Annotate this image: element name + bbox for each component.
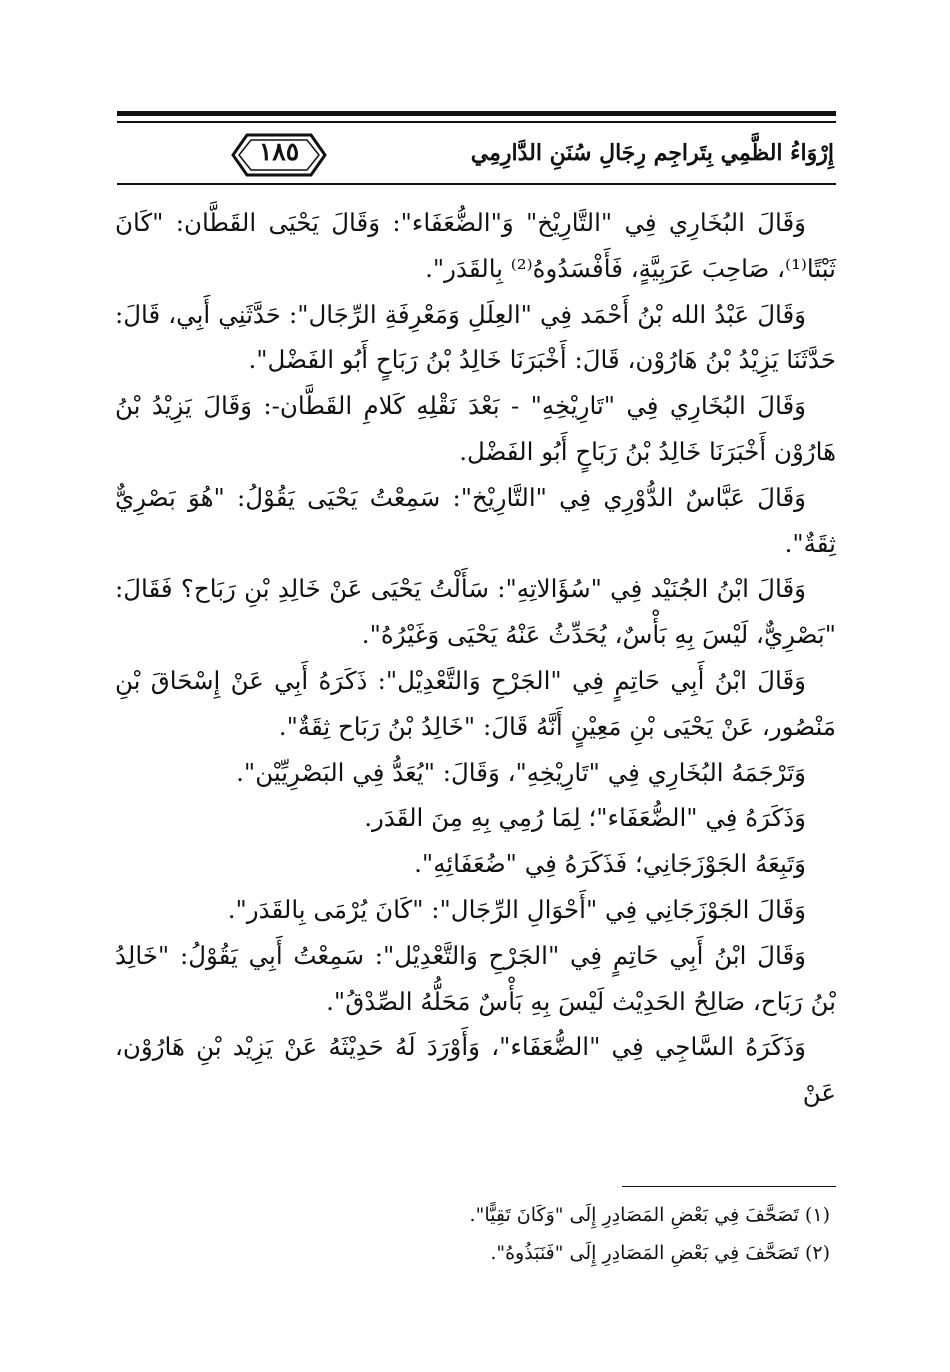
paragraph: وَقَالَ ابْنُ أَبِي حَاتِمٍ فِي "الجَرْحِ وَالتَّعْدِيْل": ذَكَرَهُ أَبِي عَنْ إِسْحَاقَ بْنِ مَنْصُور، عَنْ يَحْيَى بْنِ مَعِيْنٍ أَنَّهُ قَالَ: "خَالِدُ بْنُ رَبَاح ثِقَةٌ". bbox=[115, 665, 836, 741]
paragraph: وَقَالَ عَبْدُ الله بْنُ أَحْمَد فِي "العِلَلِ وَمَعْرِفَةِ الرِّجَال": حَدَّثَنِي أَبِي، قَالَ: حَدَّثَنَا يَزِيْدُ بْنُ هَارُوْن، قَالَ: أَخْبَرَنَا خَالِدُ بْنُ رَبَاحٍ أَبُو الفَضْل". bbox=[115, 299, 836, 375]
paragraph: وَذَكَرَهُ فِي "الضُّعَفَاء"؛ لِمَا رُمِي بِهِ مِنَ القَدَر. bbox=[364, 803, 806, 833]
paragraph: وَقَالَ ابْنُ أَبِي حَاتِمٍ فِي "الجَرْحِ وَالتَّعْدِيْل": سَمِعْتُ أَبِي يَقُوْلُ: "خَالِدُ بْنُ رَبَاح، صَالِحُ الحَدِيْث لَيْسَ بِهِ بَأْسٌ مَحَلُّهُ الصِّدْقُ". bbox=[115, 940, 836, 1016]
paragraph: وَذَكَرَهُ السَّاجِي فِي "الضُّعَفَاء"، وَأَوْرَدَ لَهُ حَدِيْثَهُ عَنْ يَزِيْد بْنِ هَارُوْن، عَنْ bbox=[115, 1032, 836, 1108]
paragraph: وَقَالَ ابْنُ الجُنَيْد فِي "سُؤَالاتِهِ": سَأَلْتُ يَحْيَى عَنْ خَالِدِ بْنِ رَبَاح؟ فَقَالَ: "بَصْرِيٌّ، لَيْسَ بِهِ بَأْسٌ، يُحَدِّثُ عَنْهُ يَحْيَى وَغَيْرُهُ". bbox=[115, 574, 836, 650]
paragraph: وَقَالَ الجَوْزَجَانِي فِي "أَحْوَالِ الرِّجَال": "كَانَ يُرْمَى بِالقَدَر". bbox=[227, 894, 806, 924]
paragraph: وَتَبِعَهُ الجَوْزَجَانِي؛ فَذَكَرَهُ فِي "ضُعَفَائِهِ". bbox=[414, 849, 806, 879]
header-rule-thin bbox=[117, 121, 836, 123]
paragraph: وَقَالَ عَبَّاسٌ الدُّوْرِي فِي "التَّارِيْخ": سَمِعْتُ يَحْيَى يَقُوْلُ: "هُوَ بَصْرِيٌّ ثِقَةٌ". bbox=[115, 482, 836, 558]
paragraph: وَقَالَ البُخَارِي فِي "تَارِيْخِهِ" - بَعْدَ نَقْلِهِ كَلامِ القَطَّان-: وَقَالَ يَزِيْدُ بْنُ هَارُوْن أَخْبَرَنَا خَالِدُ بْنُ رَبَاحٍ أَبُو الفَضْل. bbox=[115, 391, 836, 466]
footnotes bbox=[115, 1196, 836, 1272]
running-title: إِرْوَاءُ الظَّمِي بِتَراجِم رِجَالِ سُنَنِ الدَّارِمِي bbox=[470, 140, 834, 166]
main-text bbox=[115, 200, 836, 1116]
paragraph: وَتَرْجَمَهُ البُخَارِي فِي "تَارِيْخِهِ"، وَقَالَ: "يُعَدُّ فِي البَصْرِيِّيْن". bbox=[236, 757, 806, 787]
footnote: (١) تَصَحَّفَ فِي بَعْضِ المَصَادِرِ إِلَى "وَكَانَ تَقِيًّا". bbox=[469, 1204, 830, 1226]
header-rule-bottom bbox=[117, 183, 836, 185]
footnote: (٢) تَصَحَّفَ فِي بَعْضِ المَصَادِرِ إِلَى "فَنَبَذُوهُ". bbox=[490, 1242, 830, 1264]
header-rule-thick bbox=[117, 111, 836, 116]
paragraph: وَقَالَ البُخَارِي فِي "التَّارِيْخ" وَ"الضُّعَفَاء": وَقَالَ يَحْيَى القَطَّان: "كَانَ ثَبْتًا⁽¹⁾، صَاحِبَ عَرَبِيَّةٍ، فَأَفْسَدُوهُ⁽²⁾ بِالقَدَر". bbox=[115, 208, 836, 283]
page-number: ١٨٥ bbox=[258, 137, 300, 166]
footnote-separator bbox=[622, 1186, 836, 1187]
page-number-badge bbox=[229, 127, 329, 183]
